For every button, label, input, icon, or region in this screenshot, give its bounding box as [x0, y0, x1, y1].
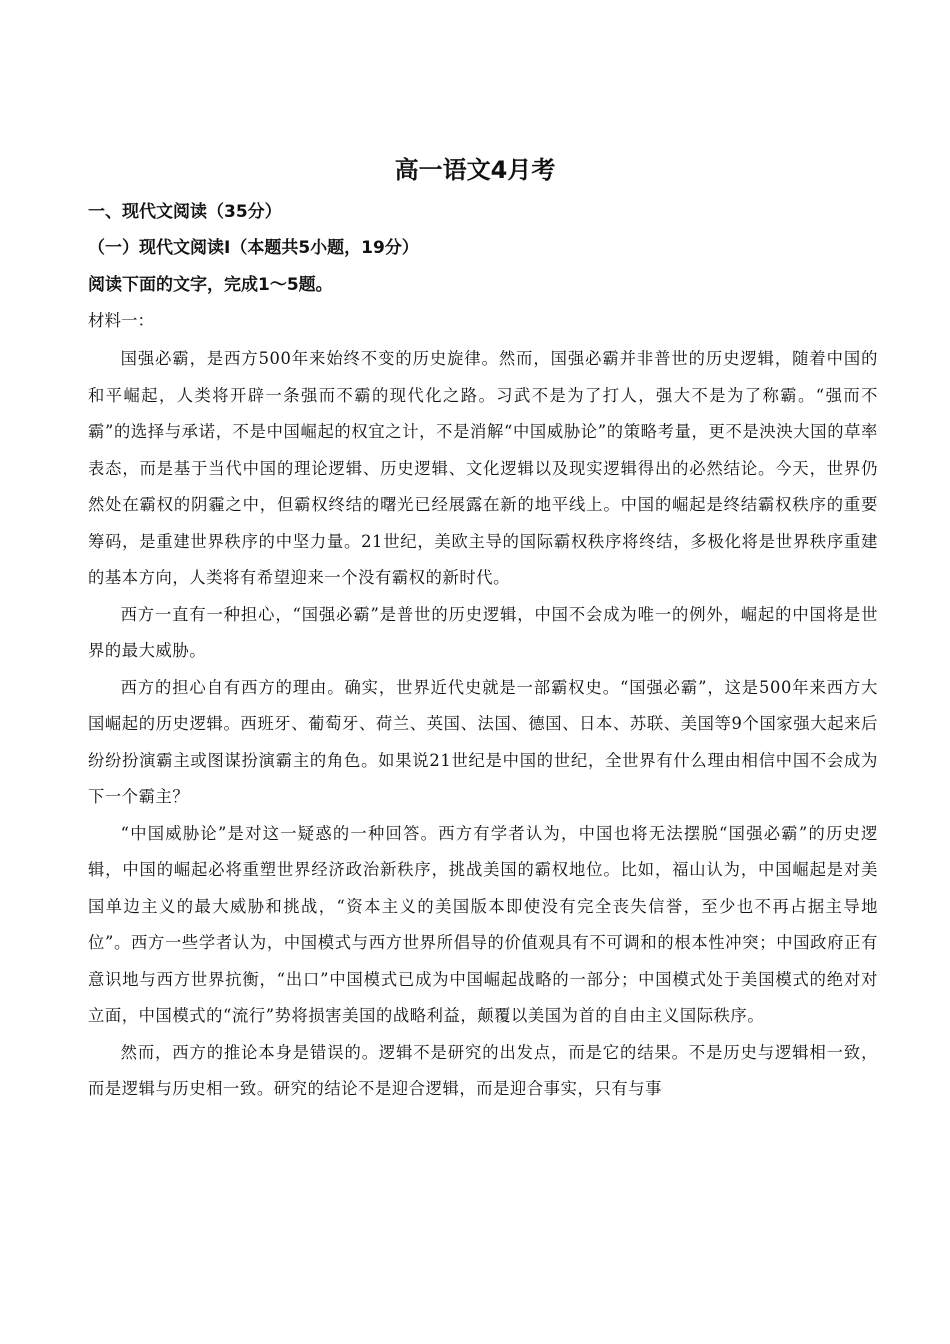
exam-title: 高一语文4月考 [394, 156, 556, 184]
paragraph-5: 然而，西方的推论本身是错误的。逻辑不是研究的出发点，而是它的结果。不是历史与逻辑相一致，而是逻辑与历史相一致。研究的结论不是迎合逻辑，而是迎合事实，只有与事 [88, 1042, 878, 1098]
paragraph-2: 西方一直有一种担心，“国强必霸”是普世的历史逻辑，中国不会成为唯一的例外，崛起的中国将是世界的最大威胁。 [88, 604, 878, 660]
article-body [88, 341, 878, 1108]
paragraph-1: 国强必霸，是西方500年来始终不变的历史旋律。然而，国强必霸并非普世的历史逻辑，随着中国的和平崛起，人类将开辟一条强而不霸的现代化之路。习武不是为了打人，强大不是为了称霸。“强而不霸”的选择与承诺，不是中国崛起的权宜之计，不是消解“中国威胁论”的策略考量，更不是泱泱大国的草率表态，而是基于当代中国的理论逻辑、历史逻辑、文化逻辑以及现实逻辑得出的必然结论。今天，世界仍然处在霸权的阴霾之中，但霸权终结的曙光已经展露在新的地平线上。中国的崛起是终结霸权秩序的重要筹码，是重建世界秩序的中坚力量。21世纪，美欧主导的国际霸权秩序将终结，多极化将是世界秩序重建的基本方向，人类将有希望迎来一个没有霸权的新时代。 [88, 349, 878, 587]
material-label: 材料一： [88, 311, 154, 330]
paragraph-3: 西方的担心自有西方的理由。确实，世界近代史就是一部霸权史。“国强必霸”，这是500年来西方大国崛起的历史逻辑。西班牙、葡萄牙、荷兰、英国、法国、德国、日本、苏联、美国等9个国家强大起来后纷纷扮演霸主或图谋扮演霸主的角色。如果说21世纪是中国的世纪，全世界有什么理由相信中国不会成为下一个霸主？ [88, 677, 878, 806]
section-heading: 一、现代文阅读（35分） [88, 202, 282, 222]
paragraph-4: “中国威胁论”是对这一疑惑的一种回答。西方有学者认为，中国也将无法摆脱“国强必霸”的历史逻辑，中国的崛起必将重塑世界经济政治新秩序，挑战美国的霸权地位。比如，福山认为，中国崛起是对美国单边主义的最大威胁和挑战，“资本主义的美国版本即使没有完全丧失信誉，至少也不再占据主导地位”。西方一些学者认为，中国模式与西方世界所倡导的价值观具有不可调和的根本性冲突；中国政府正有意识地与西方世界抗衡，“出口”中国模式已成为中国崛起战略的一部分；中国模式处于美国模式的绝对对立面，中国模式的“流行”势将损害美国的战略利益，颠覆以美国为首的自由主义国际秩序。 [88, 823, 878, 1025]
reading-instruction: 阅读下面的文字，完成1～5题。 [88, 275, 333, 295]
subsection-heading: （一）现代文阅读Ⅰ（本题共5小题，19分） [88, 238, 419, 258]
